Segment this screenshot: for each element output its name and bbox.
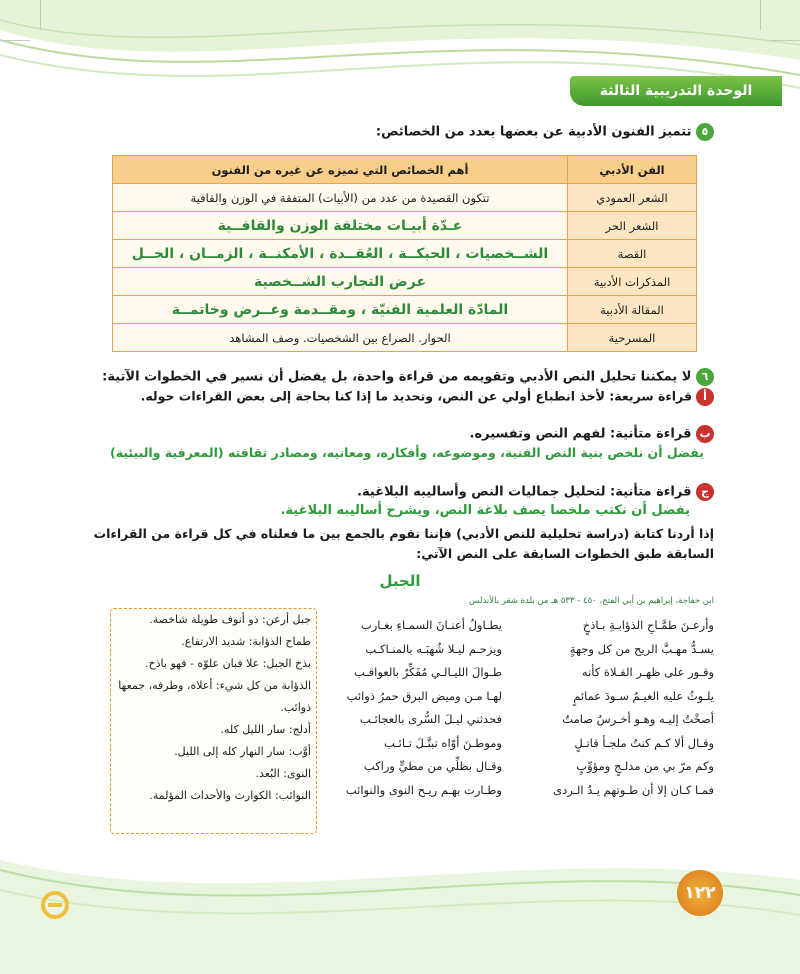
table-cell-art: المقالة الأدبية: [568, 296, 697, 324]
step-a-letter: أ: [696, 388, 714, 406]
poem-verse: وقـال ألا كـم كنتُ ملجـأ قاتـلٍ: [574, 735, 714, 750]
step-a: [141, 388, 714, 406]
decorative-bottom-wave: [0, 840, 800, 974]
glossary-item: ذوائب.: [280, 701, 311, 714]
q6-intro-text: لا يمكننا تحليل النص الأدبي وتقويمه من قراءة واحدة، بل يفضل أن نسير في الخطوات الآتية:: [102, 369, 692, 385]
q5-prompt: [376, 123, 714, 141]
step-b-letter: ب: [696, 425, 714, 443]
step-c-text: قراءة متأنية: لتحليل جماليات النص وأساليبه البلاغية.: [357, 484, 692, 500]
poem-verse: يلـوثُ عليه الغيـمُ سـودَ عمائمٍ: [573, 688, 714, 703]
poem-source: ابن خفاجة، إبراهيم بن أبي الفتح، ٤٥٠ - ٥٣٣ هـ من بلدة شقر بالأندلس: [469, 596, 714, 606]
poem-verse: يسـدُّ مهـبَّ الريح من كل وجهةٍ: [569, 641, 714, 656]
glossary-item: جبل أرعن: ذو أنوف طويلة شاخصة.: [149, 613, 311, 626]
poem-verse: يطـاولُ أعنـانَ السمـاءِ بغـارب: [360, 618, 502, 632]
poem-second-hemistichs: [297, 614, 502, 802]
poem-verse: وموطـنَ أوّاه تبتَّـلَ تـائـب: [383, 735, 502, 750]
step-b-text: قراءة متأنية: لفهم النص وتفسيره.: [469, 426, 692, 442]
page-number-badge: ١٢٢: [677, 870, 723, 916]
task-line-2: السابقة طبق الخطوات السابقة على النص الآتي:: [416, 546, 714, 561]
step-c: [357, 483, 714, 501]
poem-first-hemistichs: [509, 614, 714, 802]
q6-number: ٦: [696, 368, 714, 386]
table-header-cell: الفن الأدبي: [568, 156, 697, 184]
crop-mark: [760, 0, 761, 30]
glossary-item: النوى: البُعد.: [255, 767, 311, 780]
table-cell-answer: المادّة العلمية الفنيّة ، ومقــدمة وعــرض وخاتمــة: [113, 296, 568, 324]
table-cell-art: الشعر العمودي: [568, 184, 697, 212]
task-line-1: إذا أردنا كتابة (دراسة تحليلية للنص الأدبي) فإننا نقوم بالجمع بين ما فعلناه في كل قراءة من القراءات: [93, 526, 714, 541]
step-b: [470, 425, 714, 443]
crop-mark: [0, 40, 30, 41]
glossary-box: [110, 608, 317, 834]
table-cell-feature: تتكون القصيدة من عدد من (الأبيات) المتفقة في الوزن والقافية: [113, 184, 568, 212]
poem-verse: وأرعـنَ طمَّـاحِ الذؤابـةِ بـاذخٍ: [582, 618, 714, 632]
publisher-logo-icon: [40, 890, 70, 920]
glossary-item: النوائب: الكوارث والأحداث المؤلمة.: [149, 789, 311, 802]
literary-arts-table: [112, 155, 697, 352]
unit-title-banner: الوحدة التدريبية الثالثة: [570, 76, 782, 106]
table-cell-art: الشعر الحر: [568, 212, 697, 240]
glossary-item: بذخ الجبل: علا فبان علوّه - فهو باذخ.: [145, 657, 311, 670]
table-cell-answer: عـدّة أبيـات مختلفة الوزن والقافــية: [113, 212, 568, 240]
table-header-row: [113, 156, 697, 184]
poem-verse: وكم مرّ بي من مدلـجٍ ومؤوِّبٍ: [576, 759, 714, 773]
q6-intro: [102, 368, 714, 386]
table-cell-feature: الحوار. الصراع بين الشخصيات. وصف المشاهد: [113, 324, 568, 352]
poem-verse: وقـور على ظهـر الفـلاة كأنه: [581, 665, 714, 679]
glossary-item: أوَّب: سار النهار كله إلى الليل.: [174, 745, 311, 758]
poem-verse: أصخْتُ إليـه وهـو أخـرسُ صامتٌ: [562, 712, 714, 726]
poem-title: الجبل: [379, 572, 421, 590]
poem-verse: وقـال بظلِّي من مطيٍّ وراكب: [363, 759, 502, 773]
table-row: [113, 268, 697, 296]
q5-number: ٥: [696, 123, 714, 141]
poem-verse: فمـا كـان إلا أن طـوتهم يـدُ الـردى: [553, 782, 714, 797]
q5-text: تتميز الفنون الأدبية عن بعضها بعدد من الخصائص:: [375, 124, 692, 140]
glossary-item: الذؤابة من كل شيء: أعلاه، وطرفه، جمعها: [118, 679, 311, 692]
table-cell-art: المسرحية: [568, 324, 697, 352]
poem-verse: طـوالَ الليـالـي مُفَكِّرٌ بالعواقـب: [353, 665, 502, 679]
poem-verse: لهـا مـن وميض البرق حمرُ ذوائب: [346, 688, 502, 703]
step-a-text: قراءة سريعة: لأخذ انطباع أولي عن النص، وتحديد ما إذا كنا بحاجة إلى بعض القراءات حوله.: [140, 388, 693, 404]
table-cell-art: القصة: [568, 240, 697, 268]
table-row: [113, 212, 697, 240]
table-row: [113, 296, 697, 324]
glossary-item: طماح الذؤابة: شديد الارتفاع.: [181, 635, 311, 648]
table-cell-answer: عرض التجارب الشــخصية: [113, 268, 568, 296]
table-cell-art: المذكرات الأدبية: [568, 268, 697, 296]
step-c-letter: ج: [696, 483, 714, 501]
crop-mark: [770, 40, 800, 41]
poem-verse: فحدثني ليـلَ السُّرى بالعجائـب: [359, 712, 502, 726]
table-cell-answer: الشــخصيات ، الحبكــة ، العُقــدة ، الأمكنــة ، الزمــان ، الحــل: [113, 240, 568, 268]
table-row: [113, 324, 697, 352]
crop-mark: [40, 0, 41, 30]
table-row: [113, 184, 697, 212]
step-b-answer: يفضل أن نلخص بنية النص الفنية، وموضوعه، وأفكاره، ومعانيه، ومصادر ثقافته (المعرفية والبيئية): [110, 445, 704, 460]
poem-verse: وطـارت بهـم ريـح النوى والنوائب: [345, 782, 502, 797]
poem-verse: ويزحـم ليـلا شُهبَـه بالمنـاكـب: [365, 641, 502, 656]
glossary-item: أدلج: سار الليل كله.: [220, 723, 311, 736]
step-c-answer: يفضل أن نكتب ملخصا يصف بلاغة النص، ويشرح أساليبه البلاغية.: [280, 503, 690, 518]
table-row: [113, 240, 697, 268]
table-header-cell: أهم الخصائص التي تميزه عن غيره من الفنون: [113, 156, 568, 184]
